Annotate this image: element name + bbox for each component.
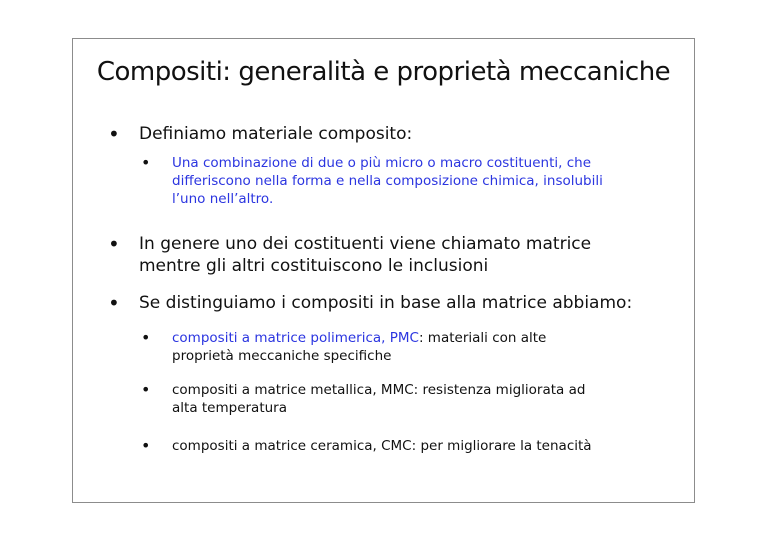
- sub-bullet-3-2-line-1: compositi a matrice metallica, MMC: resistenza migliorata ad: [172, 382, 586, 398]
- bullet-2-line-1: In genere uno dei costituenti viene chiamato matrice: [139, 234, 592, 254]
- sub-bullet-3-3-line-1: compositi a matrice ceramica, CMC: per migliorare la tenacità: [172, 438, 592, 454]
- bullet-3-text: Se distinguiamo i compositi in base alla matrice abbiamo:: [139, 293, 633, 313]
- sub-bullet-3-1-text: [172, 329, 546, 365]
- sub-bullet-3-3-marker: •: [141, 436, 151, 455]
- sub-bullet-3-1-marker: •: [141, 328, 151, 347]
- sub-bullet-3-1-highlight: compositi a matrice polimerica, PMC: [172, 330, 419, 346]
- bullet-1-text: Definiamo materiale composito:: [139, 124, 413, 144]
- sub-bullet-3-1-line-2: proprietà meccaniche specifiche: [172, 348, 392, 364]
- sub-bullet-3-3-text: [172, 437, 592, 455]
- bullet-1-marker: •: [108, 122, 120, 146]
- sub-bullet-3-2-line-2: alta temperatura: [172, 400, 288, 416]
- sub-bullet-1-1-line-2: differiscono nella forma e nella composizione chimica, insolubili: [172, 173, 603, 189]
- sub-bullet-3-2-marker: •: [141, 380, 151, 399]
- bullet-2-marker: •: [108, 232, 120, 256]
- sub-bullet-3-1-rest: : materiali con alte: [418, 330, 547, 346]
- sub-bullet-1-1-line-3: l’uno nell’altro.: [172, 191, 274, 207]
- sub-bullet-3-2-text: [172, 381, 585, 417]
- bullet-2-line-2: mentre gli altri costituiscono le inclusioni: [139, 256, 489, 276]
- bullet-2-text: [139, 233, 591, 277]
- slide-frame: [72, 38, 695, 503]
- sub-bullet-1-1-line-1: Una combinazione di due o più micro o macro costituenti, che: [172, 155, 591, 171]
- bullet-3-marker: •: [108, 291, 120, 315]
- sub-bullet-1-1-text: [172, 154, 603, 208]
- slide-title: Compositi: generalità e proprietà meccaniche: [96, 57, 671, 87]
- sub-bullet-1-1-marker: •: [141, 153, 151, 172]
